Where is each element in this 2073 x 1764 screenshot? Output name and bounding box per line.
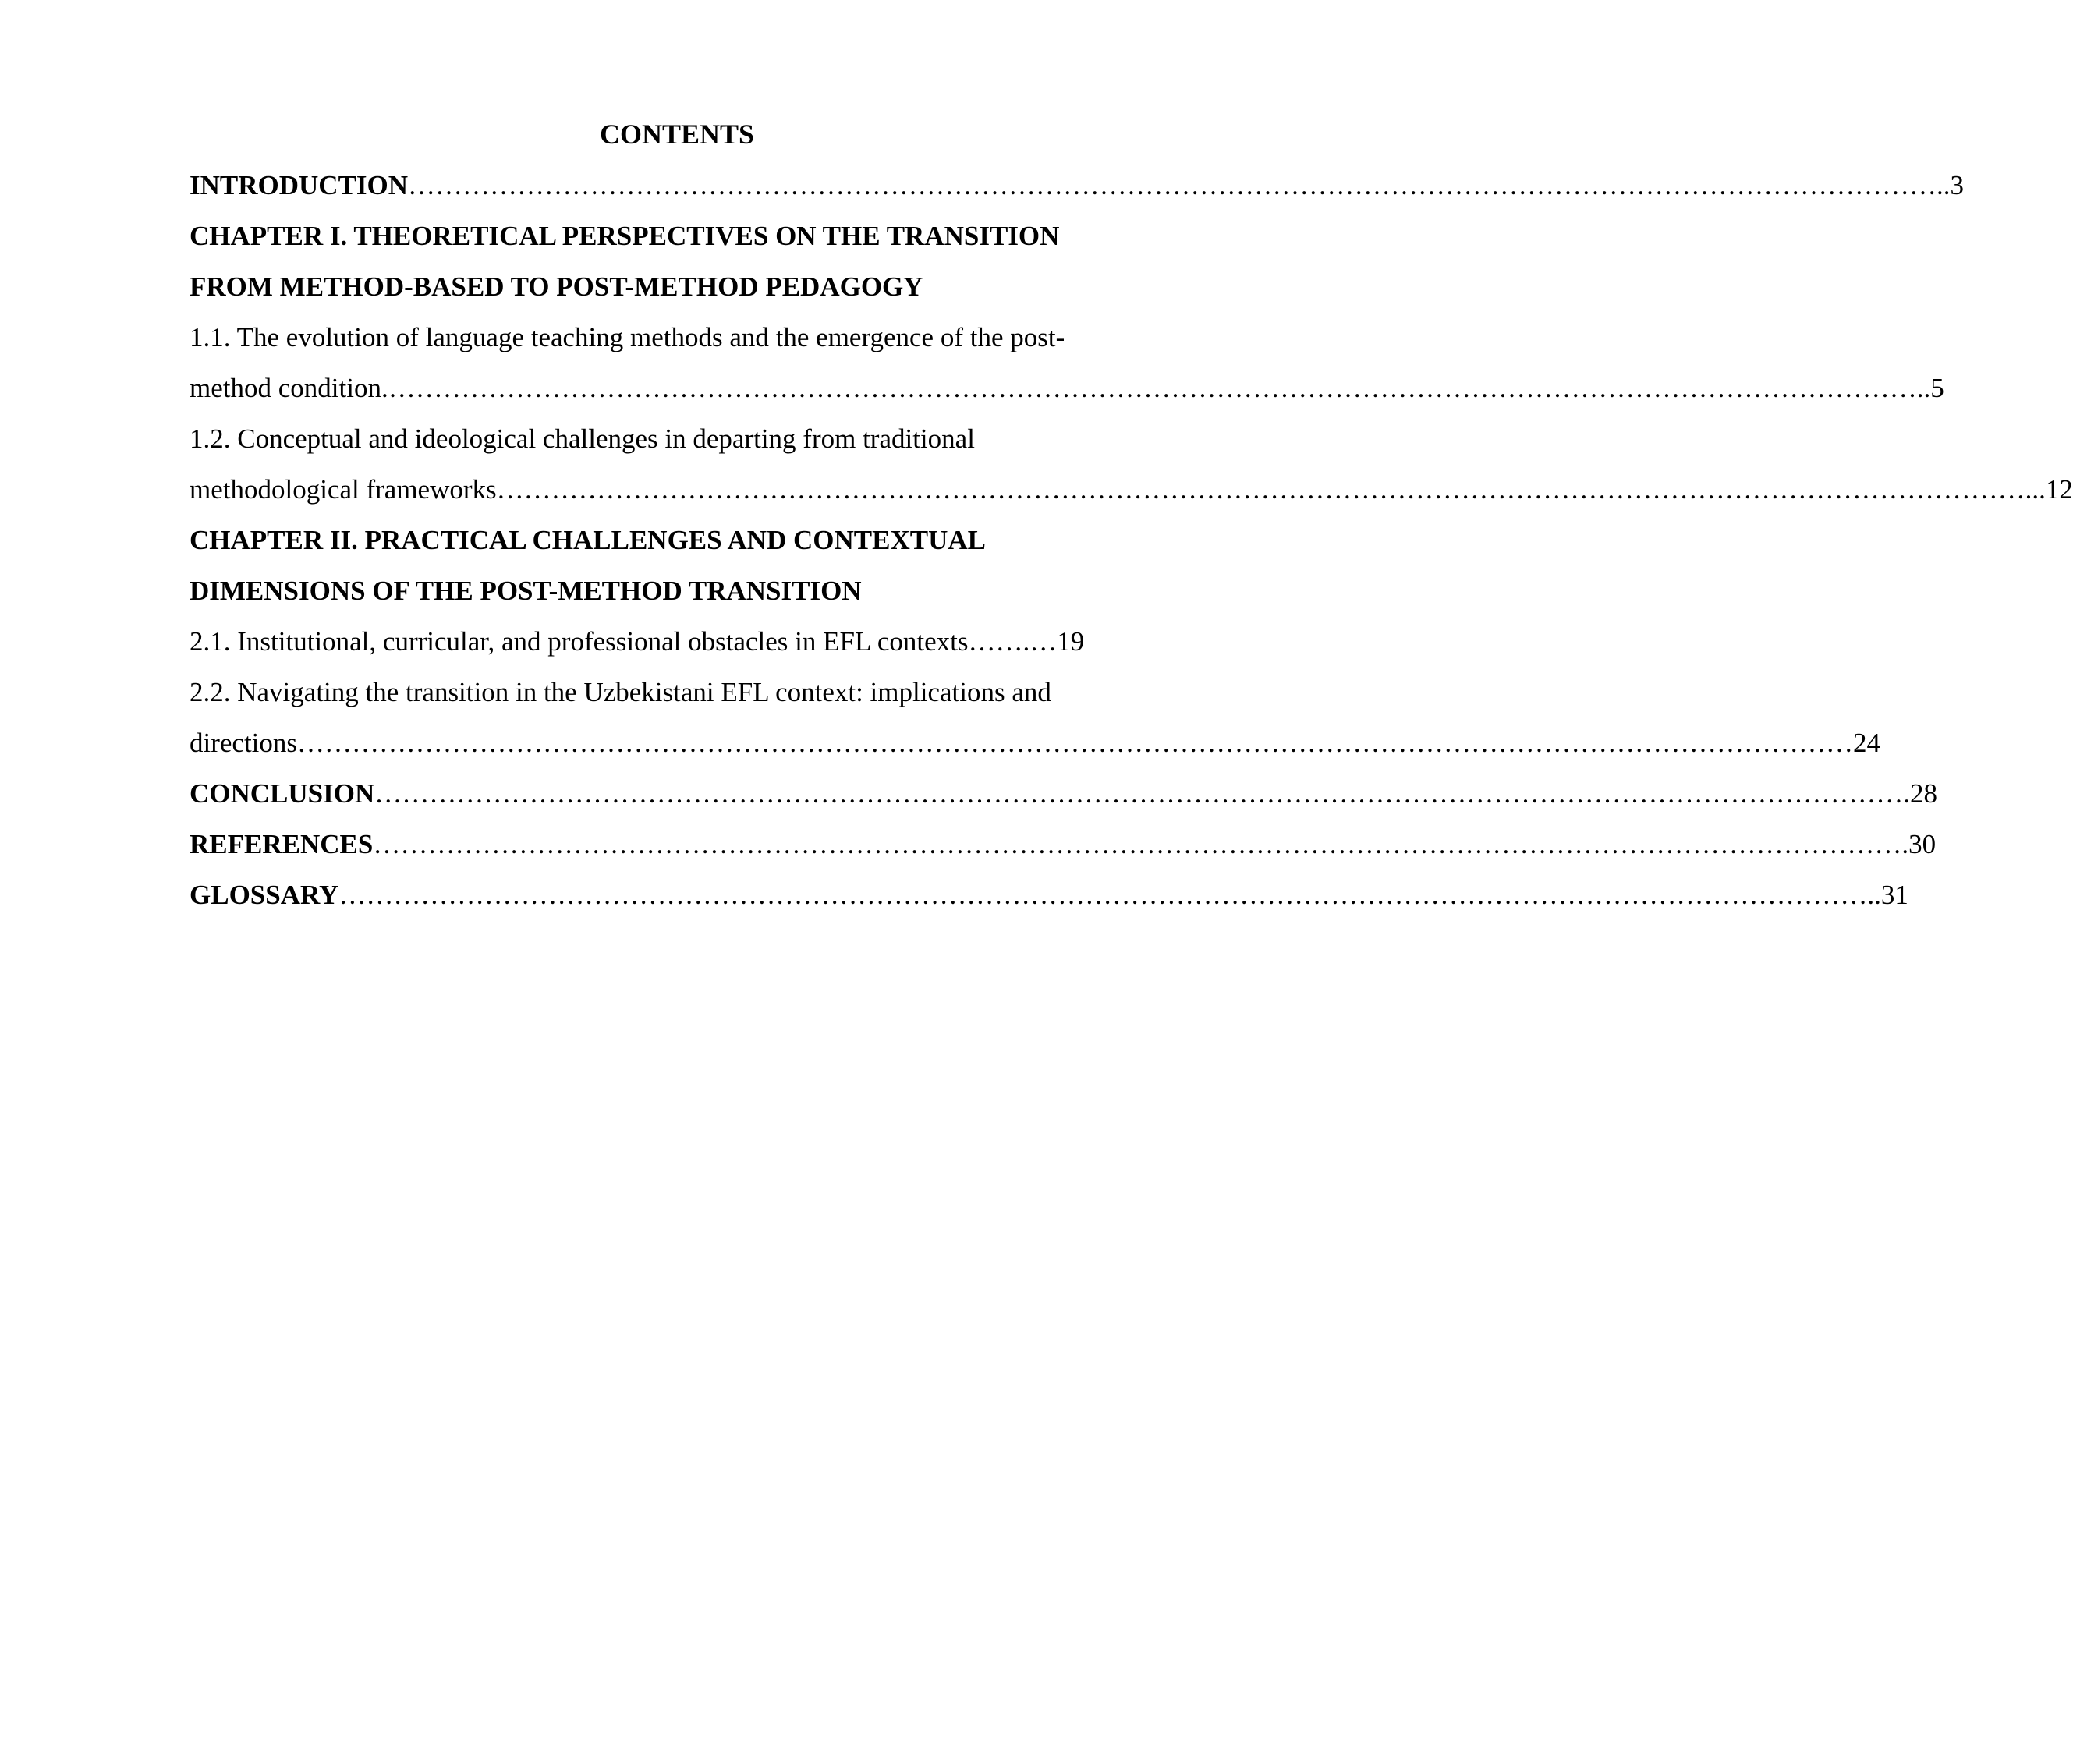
toc-page-number: ...12 [2025,474,2073,505]
toc-entry-text: INTRODUCTION [190,170,409,200]
toc-entry-text: REFERENCES [190,829,374,859]
toc-entry-references [190,819,1937,870]
toc-entry-1-1-line-2 [190,363,1944,413]
toc-page-number: …24 [1826,728,1881,758]
toc-entry-text: method condition. [190,373,388,403]
toc-page-number: .28 [1903,778,1938,809]
toc-entry-text: GLOSSARY [190,880,339,910]
toc-entry-glossary [190,870,1908,920]
toc-entry-chapter-2-line-2: DIMENSIONS OF THE POST-METHOD TRANSITION [190,576,862,606]
toc-entry-text: 2.1. Institutional, curricular, and professional obstacles in EFL contexts [190,626,969,657]
toc-entry-2-2-line-1: 2.2. Navigating the transition in the Uzbekistani EFL context: implications and [190,677,1051,707]
toc-entry-text: directions [190,728,298,758]
dot-leader: …………………………………………………………………………………………………………………………………………………… [338,880,1868,910]
dot-leader: …………………………………………………………………………………………………………………………………………………… [373,829,1902,859]
toc-entry-introduction [190,160,1965,211]
toc-page-number: ..5 [1916,373,1944,403]
toc-entry-chapter-2-line-1: CHAPTER II. PRACTICAL CHALLENGES AND CONTEXTUAL [190,525,986,555]
dot-leader: …………………………………………………………………………………………………………………………………………………… [388,373,1917,403]
toc-title: CONTENTS [599,119,755,150]
dot-leader: …………………………………………………………………………………………………………………………………………………… [496,474,2025,505]
dot-leader: …………………………………………………………………………………………………………………………………………………… [297,728,1827,758]
toc-page-number: .30 [1901,829,1937,859]
dot-leader: …………………………………………………………………………………………………………………………………………………… [408,170,1937,200]
toc-entry-1-2-line-2 [190,464,2073,515]
toc-entry-1-1-line-1: 1.1. The evolution of language teaching methods and the emergence of the post- [190,322,1065,352]
toc-entry-conclusion [190,768,1938,819]
toc-entry-chapter-1-line-1: CHAPTER I. THEORETICAL PERSPECTIVES ON THE TRANSITION [190,221,1060,251]
toc-page-number: ..3 [1937,170,1965,200]
toc-entry-chapter-1-line-2: FROM METHOD-BASED TO POST-METHOD PEDAGOGY [190,271,923,302]
toc-page-number: …….…19 [968,626,1085,657]
toc-entry-text: methodological frameworks [190,474,497,505]
table-of-contents [190,109,2073,920]
toc-entry-text: CONCLUSION [190,778,375,809]
toc-entry-2-2-line-2 [190,717,1881,768]
toc-entry-2-1 [190,616,1164,667]
toc-entry-1-2-line-1: 1.2. Conceptual and ideological challenges in departing from traditional [190,423,975,454]
dot-leader: …………………………………………………………………………………………………………………………………………………… [374,778,1904,809]
toc-page-number: ..31 [1867,880,1908,910]
